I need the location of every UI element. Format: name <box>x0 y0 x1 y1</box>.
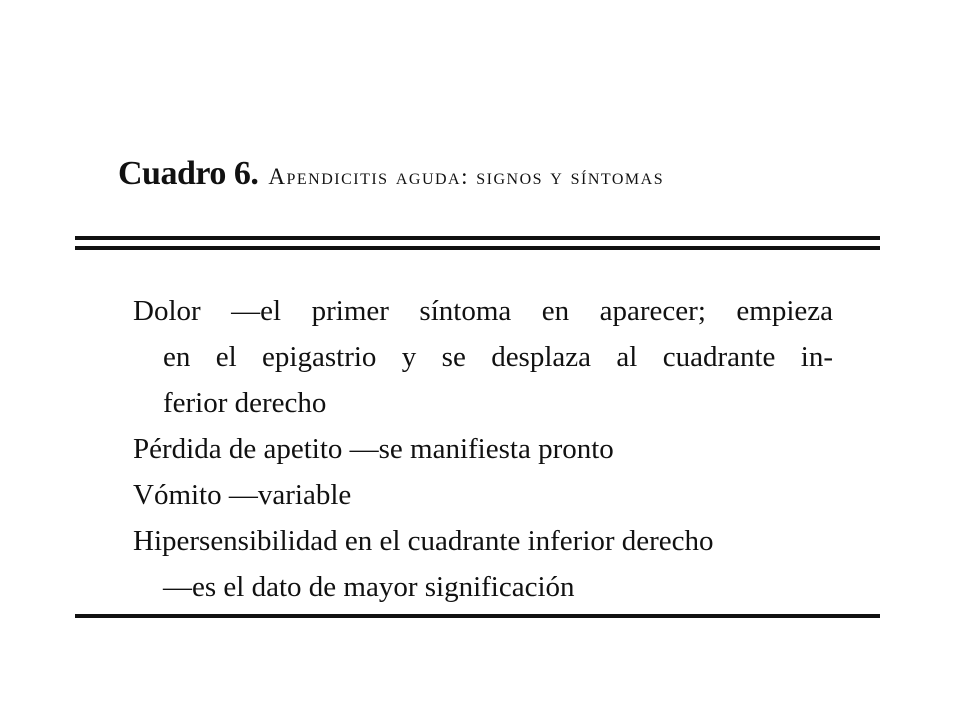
entry-hipersensibilidad <box>133 518 833 610</box>
top-rule-upper <box>75 236 880 240</box>
entry-line: ferior derecho <box>163 387 327 419</box>
entry-line: Hipersensibilidad en el cuadrante inferior derecho <box>133 525 714 557</box>
entry-line: Vómito —variable <box>133 479 352 511</box>
top-rule-lower <box>75 246 880 250</box>
symptom-list <box>133 288 833 610</box>
entry-line: —es el dato de mayor significación <box>163 571 575 603</box>
table-title: Apendicitis aguda: signos y síntomas <box>268 164 665 189</box>
table-caption <box>118 155 878 193</box>
entry-perdida-de-apetito <box>133 426 833 472</box>
entry-dolor <box>133 288 833 426</box>
entry-vomito <box>133 472 833 518</box>
entry-line: Pérdida de apetito —se manifiesta pronto <box>133 433 614 465</box>
entry-line: en el epigastrio y se desplaza al cuadrante in- <box>163 341 833 373</box>
entry-line: Dolor —el primer síntoma en aparecer; empieza <box>133 295 833 327</box>
bottom-rule <box>75 614 880 618</box>
table-number: Cuadro 6. <box>118 155 259 192</box>
